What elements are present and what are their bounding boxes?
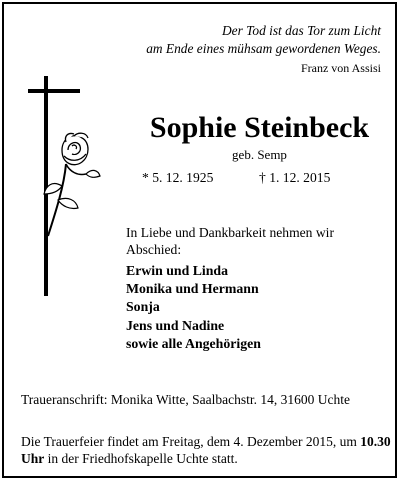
death-date: † 1. 12. 2015 [259,170,331,185]
quote-block [146,22,381,77]
mourners-list [126,262,261,353]
mourning-address: Traueranschrift: Monika Witte, Saalbachstr. 14, 31600 Uchte [21,392,351,407]
mourner-name: Erwin und Linda [126,263,228,278]
quote-line-2: am Ende eines mühsam gewordenen Weges. [146,41,381,56]
maiden-name: geb. Semp [232,147,287,162]
birth-date: * 5. 12. 1925 [142,170,214,185]
quote-author: Franz von Assisi [300,61,381,75]
cross-with-rose-icon [28,76,120,296]
funeral-notice [21,433,391,467]
obituary-notice [2,2,397,478]
farewell-text: In Liebe und Dankbarkeit nehmen wir Abschied: [126,225,334,257]
mourner-name: sowie alle Angehörigen [126,335,261,351]
deceased-name: Sophie Steinbeck [149,111,370,144]
quote-line-1: Der Tod ist das Tor zum Licht [222,23,381,38]
notice-part-2: in der Friedhofskapelle Uchte statt. [44,451,238,466]
notice-time: 10.30 Uhr [21,434,391,466]
notice-part-1: Die Trauerfeier findet am Freitag, dem 4. Dezember 2015, um [21,434,357,449]
mourner-name: Jens und Nadine [126,317,225,333]
mourner-name: Monika und Hermann [126,281,259,297]
mourner-name: Sonja [126,299,160,315]
